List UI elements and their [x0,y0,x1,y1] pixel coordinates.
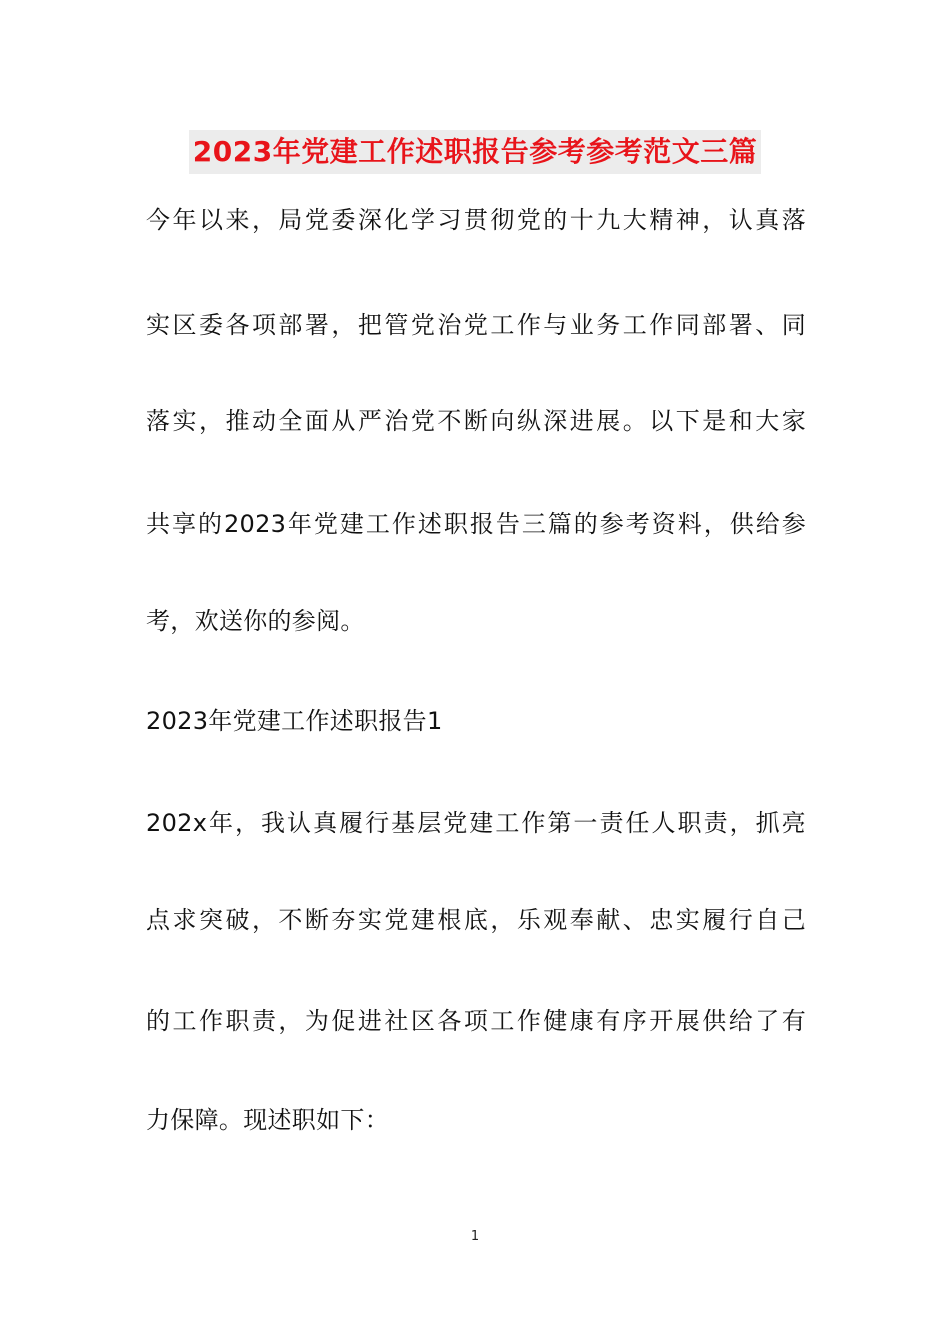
document-title: 2023年党建工作述职报告参考参考范文三篇 [189,130,761,174]
page-number: 1 [470,1229,480,1244]
intro-line-2: 实区委各项部署，把管党治党工作与业务工作同部署、同 [146,311,806,339]
section-heading: 2023年党建工作述职报告1 [146,707,443,735]
body-line-2: 点求突破，不断夯实党建根底，乐观奉献、忠实履行自己 [146,906,806,934]
body-line-3: 的工作职责，为促进社区各项工作健康有序开展供给了有 [146,1007,806,1035]
intro-line-4: 共享的2023年党建工作述职报告三篇的参考资料，供给参 [146,510,806,538]
title-wrapper [0,130,950,174]
body-line-4: 力保障。现述职如下： [146,1106,389,1134]
intro-line-1: 今年以来，局党委深化学习贯彻党的十九大精神，认真落 [146,206,806,234]
intro-line-5: 考，欢送你的参阅。 [146,607,365,635]
intro-line-3: 落实，推动全面从严治党不断向纵深进展。以下是和大家 [146,407,806,435]
body-line-1: 202x年，我认真履行基层党建工作第一责任人职责，抓亮 [146,809,806,837]
